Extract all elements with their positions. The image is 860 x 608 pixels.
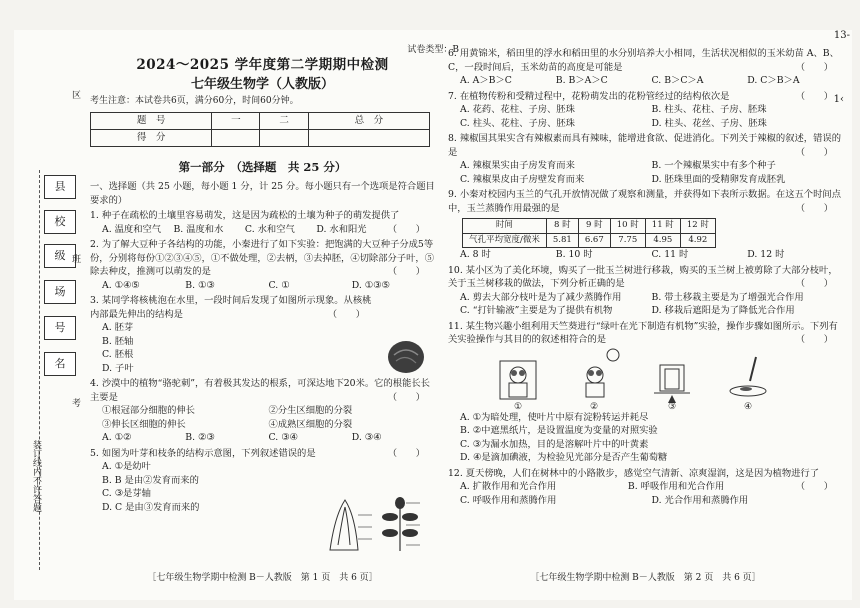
- option: B. 带土移栽主要是为了增强光合作用: [651, 291, 804, 303]
- question-8: [448, 132, 843, 159]
- field-room: 场: [44, 280, 76, 304]
- option: D. C 是由③发育而来的: [102, 501, 200, 513]
- option: B. 温度和水: [173, 223, 224, 235]
- table-header: 9 时: [578, 219, 610, 234]
- answer-paren: （ ）: [795, 90, 833, 102]
- score-header: 一: [212, 112, 260, 129]
- option: C. ①: [268, 279, 290, 291]
- statement: ②分生区细胞的分裂: [268, 405, 353, 416]
- option: D. 胚珠里面的受精卵发育成胚乳: [651, 173, 786, 185]
- option: B. 胚轴: [102, 335, 134, 347]
- answer-paren: （ ）: [795, 481, 833, 492]
- option: B. ①③: [185, 279, 215, 291]
- score-header: 二: [260, 112, 308, 129]
- right-page: [448, 45, 843, 585]
- table-cell: 气孔平均宽度/微米: [463, 233, 547, 248]
- binding-mark: 区: [72, 91, 82, 101]
- answer-paren: （ ）: [795, 61, 833, 73]
- binding-mark: 考: [72, 399, 82, 409]
- question-stem: 2. 为了解大豆种子各结构的功能，小秦进行了如下实验：把饱满的大豆种子分成5等份，分别将每份①②③④⑤，①不做处理，②去柄，③去掉胚，④切除部分子叶，⑤除去种皮，推测可以萌发的是: [90, 239, 434, 277]
- options: [460, 74, 843, 88]
- statements: [102, 404, 435, 418]
- table-cell: 4.92: [680, 233, 715, 248]
- table-cell: 5.81: [546, 233, 578, 248]
- option: C. ③④: [268, 432, 298, 443]
- table-header: 12 时: [680, 219, 715, 234]
- question-stem: 3. 某同学将核桃泡在水里，一段时间后发现了如图所示现象。从核桃内部最先伸出的结构是: [90, 295, 372, 320]
- statement: ③伸长区细胞的伸长: [102, 418, 186, 430]
- option: C. 水和空气: [244, 223, 295, 235]
- left-page: [90, 45, 459, 585]
- options: [460, 173, 843, 187]
- statement: ④成熟区细胞的分裂: [268, 418, 353, 430]
- option: C. 11 时: [651, 249, 689, 260]
- question-stem: 11. 某生物兴趣小组利用天竺葵进行“绿叶在光下制造有机物”实验，操作步骤如图所示。下列有关实验操作与其目的的叙述相符合的是: [448, 320, 838, 345]
- option: D. 12 时: [747, 249, 785, 260]
- exam-subtitle: 七年级生物学（人教版）: [190, 76, 334, 92]
- option: A. 扩散作用和光合作用: [460, 481, 557, 492]
- option: D. 子叶: [102, 362, 134, 374]
- option: B. 呼吸作用和光合作用: [627, 481, 725, 492]
- options: [460, 304, 843, 318]
- question-11: [448, 320, 843, 347]
- table-cell: 6.67: [578, 233, 610, 248]
- option: C. 胚根: [102, 349, 134, 360]
- question-9: [448, 188, 843, 215]
- option: C. 呼吸作用和蒸腾作用: [460, 494, 557, 506]
- seal-notice: 装订线内不许答题: [31, 440, 41, 512]
- options: [102, 223, 388, 237]
- exam-title: 2024～2025 学年度第二学期期中检测: [136, 57, 389, 73]
- walnut-image: [386, 337, 426, 375]
- question-2: [90, 238, 435, 279]
- question-6: [448, 47, 843, 74]
- page-footer: ［七年级生物学期中检测 B－人教版 第 1 页 共 6 页］: [147, 572, 378, 583]
- option: A. A＞B＞C: [460, 75, 512, 86]
- option: D. 柱头、花丝、子房、胚珠: [651, 117, 767, 129]
- question-4: [90, 377, 435, 404]
- options: [460, 248, 843, 262]
- answer-paren: （ ）: [795, 202, 833, 214]
- score-cell[interactable]: [212, 129, 260, 146]
- option: A. 辣椒果实由子房发育而来: [460, 160, 575, 171]
- exam-notice: 考生注意：本试卷共6页，满分60分，时间60分钟。: [90, 96, 299, 106]
- option: A. ①④⑤: [102, 279, 140, 291]
- score-table: [90, 112, 430, 147]
- option: D. ④是滴加碘液，为检验见光部分是否产生葡萄糖: [460, 452, 668, 463]
- table-cell: 7.75: [610, 233, 645, 248]
- question-stem: 6. 用黄锦米，稻田里的浮水和稻田里的水分别培养大小相同，生活状况相似的玉米幼苗 A、B、C，一段时间后，玉米幼苗的高度是可能是: [448, 48, 839, 73]
- field-name: 名: [44, 352, 76, 376]
- question-5: [90, 447, 435, 461]
- exam-type: 试卷类型：B: [407, 45, 459, 55]
- options: [460, 494, 843, 508]
- answer-paren: （ ）: [795, 146, 833, 158]
- answer-paren: （ ）: [327, 308, 365, 320]
- score-header: 总 分: [308, 112, 429, 129]
- options: [460, 480, 796, 494]
- option: C. ③是芽轴: [102, 488, 151, 499]
- answer-paren: （ ）: [387, 391, 425, 403]
- options: [102, 279, 435, 293]
- field-county: 县: [44, 175, 76, 199]
- option: D. 移栽后遮阳是为了降低光合作用: [651, 305, 795, 316]
- page-footer: ［七年级生物学期中检测 B－人教版 第 2 页 共 6 页］: [530, 572, 761, 583]
- question-7: [448, 90, 843, 104]
- answer-paren: （ ）: [795, 278, 833, 289]
- table-header: 时间: [463, 219, 547, 234]
- stomata-table: [462, 218, 716, 248]
- field-school: 校: [44, 210, 76, 234]
- option: D. ①③⑤: [351, 279, 390, 291]
- corner-note-right: 1‹: [833, 94, 844, 105]
- option: C. “打针输液”主要是为了提供有机物: [460, 305, 613, 316]
- answer-paren: （ ）: [387, 223, 425, 235]
- table-header: 10 时: [610, 219, 645, 234]
- corner-note-top: 13-: [833, 30, 850, 41]
- experiment-diagram: [478, 347, 808, 411]
- option: D. ③④: [351, 432, 382, 443]
- question-stem: 4. 沙漠中的植物“骆驼刺”，有着极其发达的根系，可深达地下20米。它的根能长长主要是: [90, 378, 430, 403]
- question-stem: 5. 如图为叶芽和枝条的结构示意图，下列叙述错误的是: [90, 447, 316, 459]
- option: D. 光合作用和蒸腾作用: [651, 494, 749, 506]
- option: B. ②③: [185, 432, 215, 443]
- option: B. B＞A＞C: [555, 75, 608, 86]
- question-stem: 10. 某小区为了美化环境，购买了一批玉兰树进行移栽，购买的玉兰树上被剪除了大部分枝叶，关于玉兰树移栽的做法，下列分析正确的是: [448, 264, 838, 289]
- binding-strip: [14, 40, 94, 580]
- part-title: 第一部分 （选择题 共 25 分）: [178, 159, 347, 174]
- option: C. B＞C＞A: [651, 75, 704, 86]
- options: [460, 103, 843, 117]
- option: A. ①为暗处理，使叶片中原有淀粉转运并耗尽: [460, 411, 649, 423]
- table-cell: 4.95: [645, 233, 680, 248]
- option: B. 柱头、花柱、子房、胚珠: [651, 104, 767, 115]
- question-stem: 7. 在植物传粉和受精过程中，花粉萌发出的花粉管经过的结构依次是: [448, 90, 730, 102]
- answer-paren: （ ）: [795, 334, 833, 345]
- score-row-label: 得 分: [91, 129, 212, 146]
- question-stem: 12. 夏天傍晚，人们在树林中的小路散步，感觉空气清新、凉爽湿润，这是因为植物进行了: [448, 467, 820, 479]
- score-header: 题 号: [91, 112, 212, 129]
- figure-label: ④: [744, 401, 753, 411]
- option: B. 10 时: [555, 249, 593, 260]
- option: D. C＞B＞A: [747, 75, 800, 86]
- option: B. ②中遮黑纸片，是设置温度为变量的对照实验: [460, 425, 658, 436]
- option: A. 花药、花柱、子房、胚珠: [460, 104, 575, 115]
- option: C. 柱头、花柱、子房、胚珠: [460, 117, 575, 129]
- option: D. 水和阳光: [316, 223, 367, 235]
- option: A. ①是幼叶: [102, 461, 151, 472]
- score-cell[interactable]: [308, 129, 429, 146]
- bud-diagram: [310, 495, 430, 553]
- answer-paren: （ ）: [387, 447, 425, 459]
- figure-label: ②: [590, 401, 599, 411]
- option: A. 胚芽: [102, 322, 134, 333]
- field-class: 级: [44, 244, 76, 268]
- statements: [102, 418, 435, 432]
- option: C. 辣椒果皮由子房壁发育而来: [460, 173, 585, 185]
- question-stem: 9. 小秦对校园内玉兰的气孔开放情况做了观察和测量，并获得如下表所示数据。在这五个时间点中，玉兰蒸腾作用最强的是: [448, 189, 841, 214]
- question-3: [90, 294, 375, 321]
- field-number: 号: [44, 316, 76, 340]
- option: A. ①②: [102, 432, 132, 443]
- option: B. B 是由②发育而来的: [102, 474, 199, 486]
- question-stem: 8. 辣椒国其果实含有辣椒素而具有辣味，能增进食欲、促进消化。下列关于辣椒的叙述，错误的是: [448, 133, 841, 158]
- options: [460, 291, 843, 305]
- section-intro: 一、选择题（共 25 小题，每小题 1 分，计 25 分。每小题只有一个选项是符合题目要求的）: [90, 181, 435, 206]
- options: [460, 117, 843, 131]
- question-stem: 1. 种子在疏松的土壤里容易萌发，这是因为疏松的土壤为种子的萌发提供了: [90, 210, 400, 221]
- table-header: 8 时: [546, 219, 578, 234]
- options: [460, 159, 843, 173]
- binding-mark: 班: [72, 255, 82, 265]
- option: A. 8 时: [460, 249, 491, 260]
- statement: ①根冠部分细胞的伸长: [102, 405, 195, 416]
- score-cell[interactable]: [260, 129, 308, 146]
- answer-paren: （ ）: [387, 266, 425, 277]
- option: C. ③为漏水加热，目的是溶解叶片中的叶黄素: [460, 438, 649, 450]
- table-header: 11 时: [645, 219, 680, 234]
- figure-label: ③: [668, 401, 677, 411]
- figure-label: ①: [514, 401, 523, 411]
- question-10: [448, 264, 843, 291]
- option: B. 一个辣椒果实中有多个种子: [651, 160, 776, 171]
- options: [102, 431, 435, 445]
- option: A. 剪去大部分枝叶是为了减少蒸腾作用: [460, 291, 622, 303]
- option: A. 温度和空气: [102, 223, 162, 235]
